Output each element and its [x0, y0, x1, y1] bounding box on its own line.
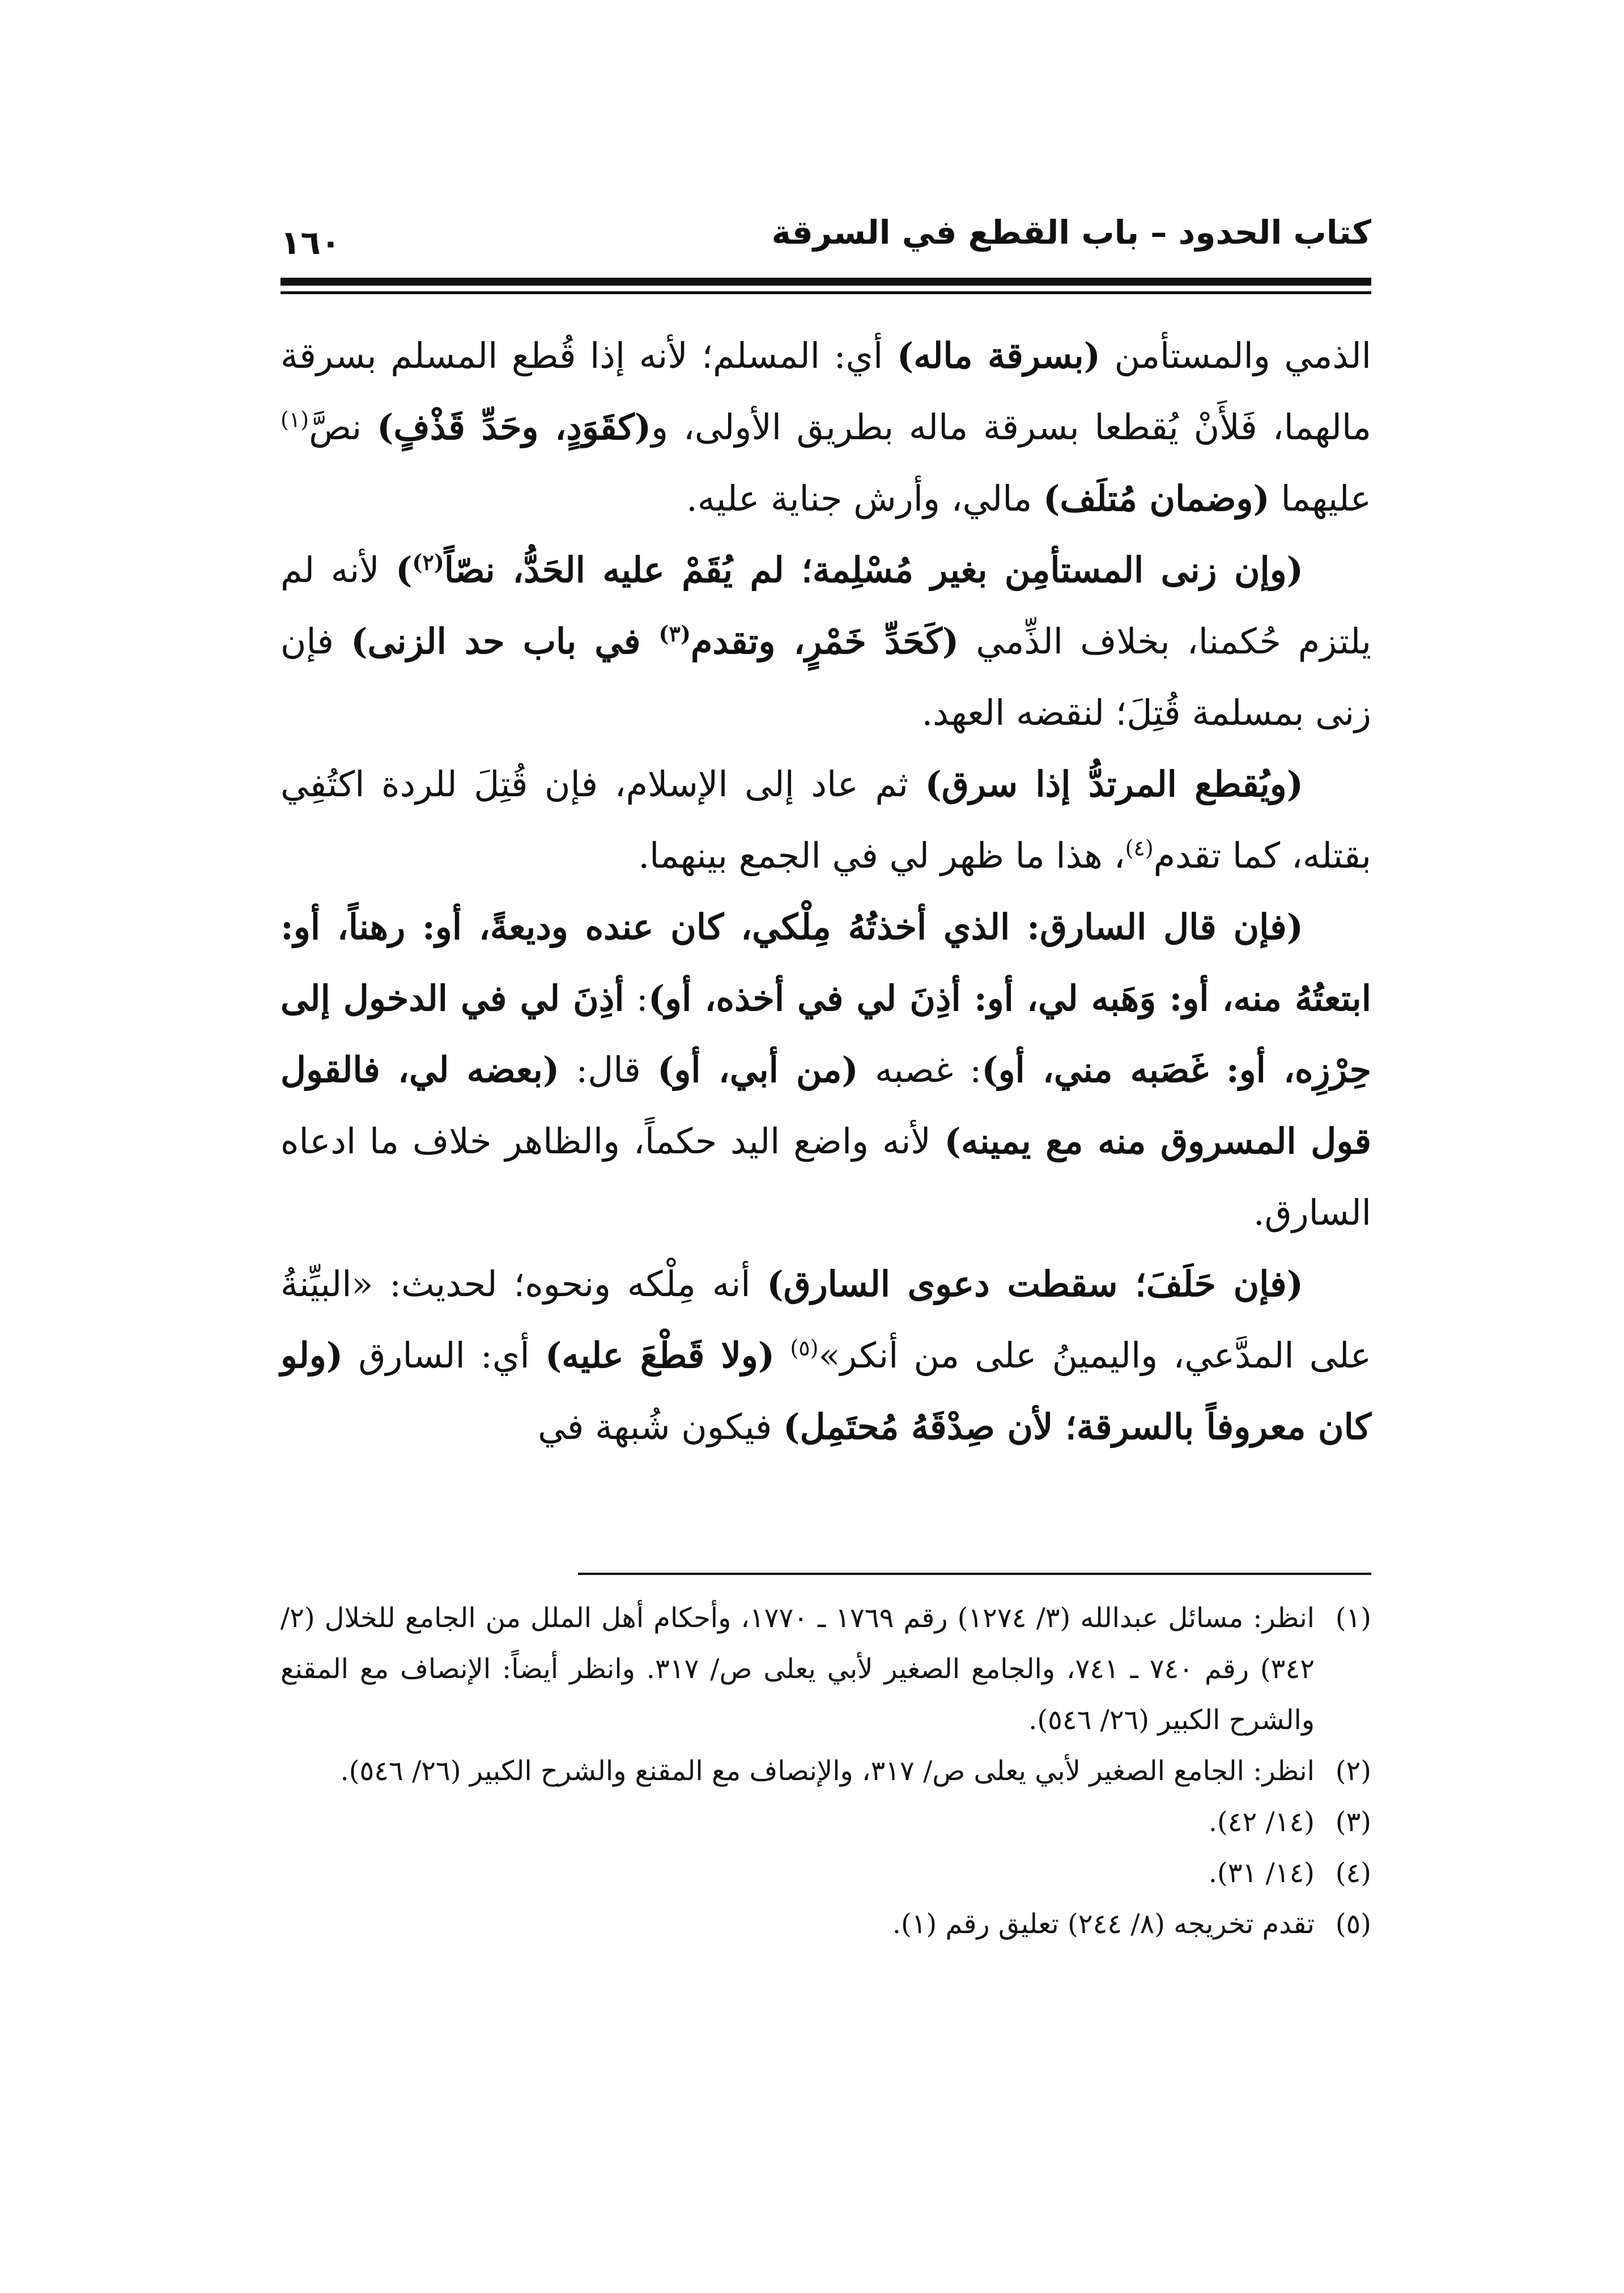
text-run: مالي، وأرش جناية عليه.	[686, 478, 1044, 519]
text-run: أي: السارق	[343, 1335, 545, 1376]
bold-run: (وضمان مُتلَف)	[1043, 478, 1270, 519]
text-run: لأنه لم يلتزم حُكمنا، بخلاف الذِّمي	[280, 549, 1371, 662]
paragraph-4	[280, 891, 1371, 1249]
bold-run: (بعضه لي، فالقول قول المسروق منه مع يمينه)	[280, 1049, 1371, 1162]
text-run: قال:	[559, 1049, 658, 1090]
footnote-ref-2: (٢)	[412, 549, 444, 575]
text-run: الذمي والمستأمن	[1100, 335, 1371, 376]
bold-run: في باب حد الزنى)	[351, 621, 659, 662]
bold-run: (ولا قَطْعَ عليه)	[545, 1335, 775, 1376]
running-header	[280, 210, 1371, 278]
footnote-number: (٣)	[1335, 1806, 1371, 1838]
footnote-text: انظر: الجامع الصغير لأبي يعلى ص/ ٣١٧، والإنصاف مع المقنع والشرح الكبير (٢٦/ ٥٤٦).	[340, 1755, 1315, 1787]
footnote-5	[280, 1899, 1371, 1950]
paragraph-5	[280, 1249, 1371, 1463]
text-run: عليهما	[1269, 478, 1371, 519]
bold-run: (ولو كان معروفاً بالسرقة؛ لأن صِدْقَهُ مُحتَمِل)	[280, 1335, 1371, 1447]
bold-run: (وإن زنى المستأمِن بغير مُسْلِمة؛ لم يُقَمْ عليه الحَدُّ، نصّاً	[444, 549, 1303, 591]
text-run: ثم عاد إلى الإسلام، فإن قُتِلَ للردة اكتُفِي بقتله، كما تقدم	[280, 763, 1371, 876]
bold-run: (من أبي، أو)	[657, 1049, 858, 1090]
header-title: كتاب الحدود – باب القطع في السرقة	[771, 213, 1371, 252]
text-run: لأنه واضع اليد حكماً، والظاهر خلاف ما ادعاه السارق.	[280, 1120, 1371, 1233]
bold-run: )	[396, 549, 413, 591]
text-run: فيكون شُبهة في	[538, 1406, 784, 1447]
footnote-number: (١)	[1335, 1602, 1371, 1634]
text-run: ، هذا ما ظهر لي في الجمع بينهما.	[638, 835, 1125, 876]
bold-run: (فإن حَلَفَ؛ سقطت دعوى السارق)	[767, 1263, 1304, 1305]
header-rule-thin	[280, 291, 1371, 294]
text-run: أي: المسلم؛ لأنه إذا قُطع المسلم بسرقة مالهما، فَلأَنْ يُقطعا بسرقة ماله بطريق الأولى، و	[280, 335, 1371, 448]
text-run: أنه مِلْكه ونحوه؛ لحديث: «البيِّنةُ على المدَّعي، واليمينُ على من أنكر»	[280, 1263, 1371, 1376]
footnotes	[280, 1593, 1371, 1950]
footnote-ref-5: (٥)	[790, 1335, 819, 1361]
text-run: : غصبه	[858, 1049, 982, 1090]
main-text	[280, 320, 1371, 1463]
footnote-number: (٢)	[1335, 1755, 1371, 1787]
paragraph-1	[280, 320, 1371, 534]
text-run	[775, 1335, 790, 1376]
footnote-ref-4: (٤)	[1125, 835, 1154, 861]
footnote-text: (١٤/ ٣١).	[1208, 1857, 1315, 1889]
footnote-2	[280, 1746, 1371, 1797]
footnote-4	[280, 1848, 1371, 1899]
footnote-separator	[578, 1573, 1371, 1575]
footnote-text: انظر: مسائل عبدالله (٣/ ١٢٧٤) رقم ١٧٦٩ ـ ١٧٧٠، وأحكام أهل الملل من الجامع للخلال (٢/ ٣٤٢) رقم ٧٤٠ ـ ٧٤١، والجامع الصغير لأبي يعلى ص/ ٣١٧. وانظر أيضاً: الإنصاف مع المقنع والشرح الكبير (٢٦/ ٥٤٦).	[280, 1602, 1315, 1736]
footnote-number: (٤)	[1335, 1857, 1371, 1889]
footnote-3	[280, 1797, 1371, 1848]
footnote-number: (٥)	[1335, 1908, 1371, 1940]
bold-run: (كقَوَدٍ، وحَدِّ قَذْفٍ)	[377, 406, 652, 448]
bold-run: (كَحَدِّ خَمْرٍ، وتقدم	[690, 621, 959, 662]
footnote-1	[280, 1593, 1371, 1746]
footnote-text: (١٤/ ٤٢).	[1208, 1806, 1315, 1838]
text-run: نصَّ	[309, 406, 377, 448]
footnote-ref-3: (٣)	[658, 621, 691, 647]
page-number: ١٦٠	[280, 223, 341, 262]
text-run: فإن زنى بمسلمة قُتِلَ؛ لنقضه العهد.	[280, 621, 1371, 733]
footnote-ref-1: (١)	[280, 407, 309, 432]
bold-run: (ويُقطع المرتدُّ إذا سرق)	[925, 763, 1303, 805]
text-run: :	[624, 978, 648, 1019]
bold-run: (فإن قال السارق: الذي أخذتُهُ مِلْكي، كان عنده وديعةً، أو: رهناً، أو: ابتعتُهُ منه، أو: وَهَبه لي، أو: أذِنَ لي في أخذه، أو)	[280, 906, 1371, 1019]
paragraph-3	[280, 749, 1371, 891]
footnote-text: تقدم تخريجه (٨/ ٢٤٤) تعليق رقم (١).	[892, 1908, 1315, 1940]
header-rule-thick	[280, 278, 1371, 286]
bold-run: (بسرقة ماله)	[896, 335, 1100, 376]
bold-run: أذِنَ لي في الدخول إلى حِرْزِه، أو: غَصَبه مني، أو)	[280, 978, 1371, 1090]
paragraph-2	[280, 534, 1371, 749]
